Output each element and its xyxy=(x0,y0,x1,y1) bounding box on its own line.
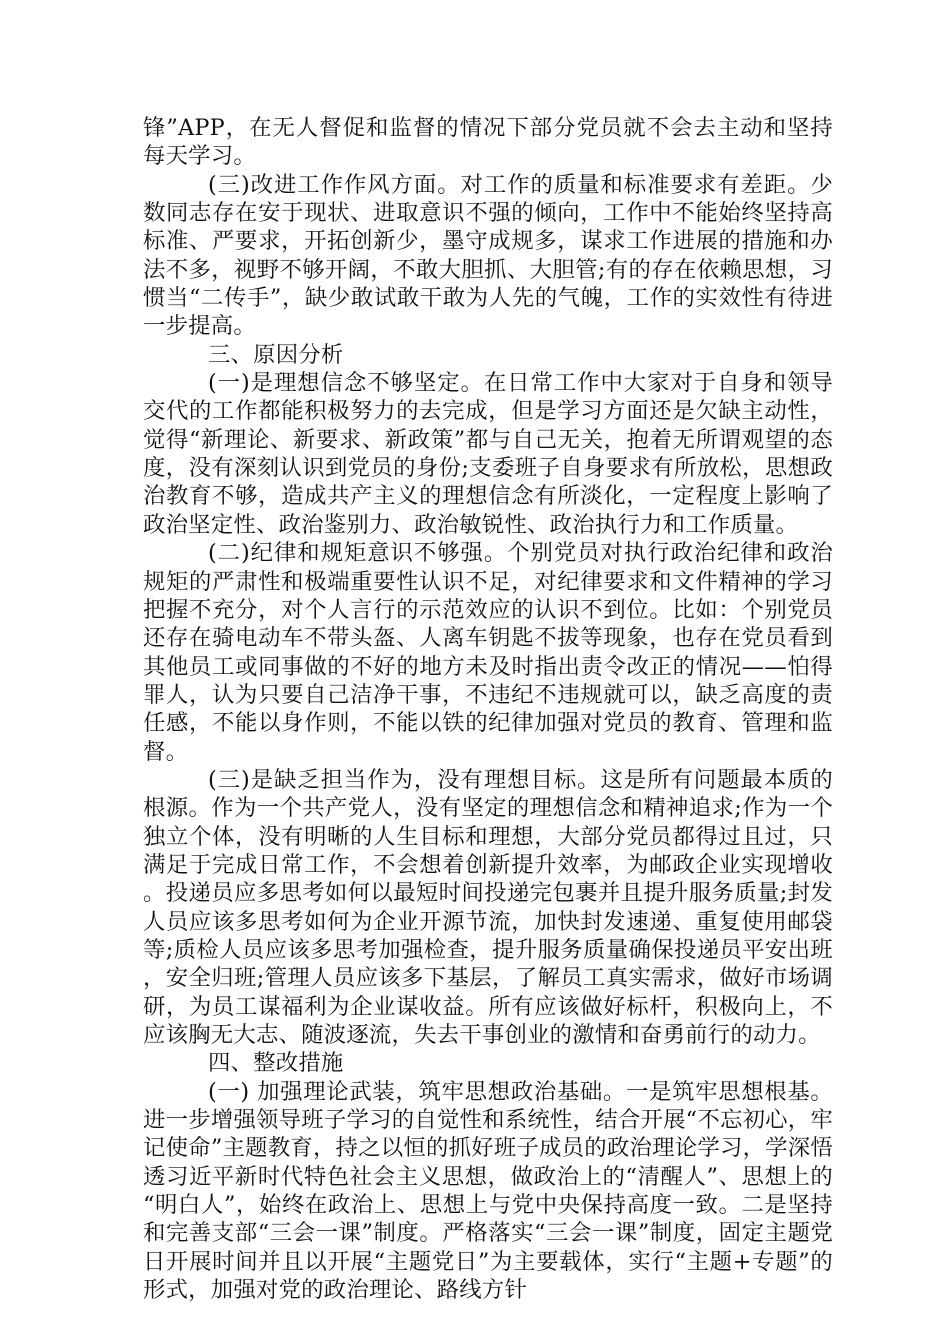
paragraph-work-style: (三)改进工作作风方面。对工作的质量和标准要求有差距。少数同志存在安于现状、进取意识不强的倾向，工作中不能始终坚持高标准、严要求，开拓创新少，墨守成规多，谋求工作进展的措施和办法不多，视野不够开阔，不敢大胆抓、大胆管;有的存在依赖思想，习惯当“二传手”，缺少敢试敢干敢为人先的气魄，工作的实效性有待进一步提高。 xyxy=(143,171,833,340)
paragraph-continuation: 锋”APP，在无人督促和监督的情况下部分党员就不会去主动和坚持每天学习。 xyxy=(143,115,833,170)
section-heading-rectification: 四、整改措施 xyxy=(207,1050,344,1077)
document-body xyxy=(143,114,833,1304)
paragraph-cause-3: (三)是缺乏担当作为，没有理想目标。这是所有问题最本质的根源。作为一个共产党人，没有坚定的理想信念和精神追求;作为一个独立个体，没有明晰的人生目标和理想，大部分党员都得过且过，只满足于完成日常工作，不会想着创新提升效率，为邮政企业实现增收。投递员应多思考如何以最短时间投递完包裹并且提升服务质量;封发人员应该多思考如何为企业开源节流，加快封发速递、重复使用邮袋等;质检人员应该多思考加强检查，提升服务质量确保投递员平安出班，安全归班;管理人员应该多下基层，了解员工真实需求，做好市场调研，为员工谋福利为企业谋收益。所有应该做好标杆，积极向上，不应该胸无大志、随波逐流，失去干事创业的激情和奋勇前行的动力。 xyxy=(143,766,833,1048)
paragraph-cause-1: (一)是理想信念不够坚定。在日常工作中大家对于自身和领导交代的工作都能积极努力的去完成，但是学习方面还是欠缺主动性，觉得“新理论、新要求、新政策”都与自己无关，抱着无所谓观望的态度，没有深刻认识到党员的身份;支委班子自身要求有所放松，思想政治教育不够，造成共产主义的理想信念有所淡化，一定程度上影响了政治坚定性、政治鉴别力、政治敏锐性、政治执行力和工作质量。 xyxy=(143,370,833,538)
section-heading-cause-analysis: 三、原因分析 xyxy=(207,341,344,368)
paragraph-cause-2: (二)纪律和规矩意识不够强。个别党员对执行政治纪律和政治规矩的严肃性和极端重要性认识不足，对纪律要求和文件精神的学习把握不充分，对个人言行的示范效应的认识不到位。比如：个别党员还存在骑电动车不带头盔、人离车钥匙不拔等现象，也存在党员看到其他员工或同事做的不好的地方未及时指出责令改正的情况——怕得罪人，认为只要自己洁净干事，不违纪不违规就可以，缺乏高度的责任感，不能以身作则，不能以铁的纪律加强对党员的教育、管理和监督。 xyxy=(143,540,833,765)
paragraph-measure-1: (一) 加强理论武装，筑牢思想政治基础。一是筑牢思想根基。进一步增强领导班子学习的自觉性和系统性，结合开展“不忘初心，牢记使命”主题教育，持之以恒的抓好班子成员的政治理论学习，学深悟透习近平新时代特色社会主义思想，做政治上的“清醒人”、思想上的“明白人”，始终在政治上、思想上与党中央保持高度一致。二是坚持和完善支部“三会一课”制度。严格落实“三会一课”制度，固定主题党日开展时间并且以开展“主题党日”为主要载体，实行“主题+专题”的形式，加强对党的政治理论、路线方针 xyxy=(143,1078,833,1304)
